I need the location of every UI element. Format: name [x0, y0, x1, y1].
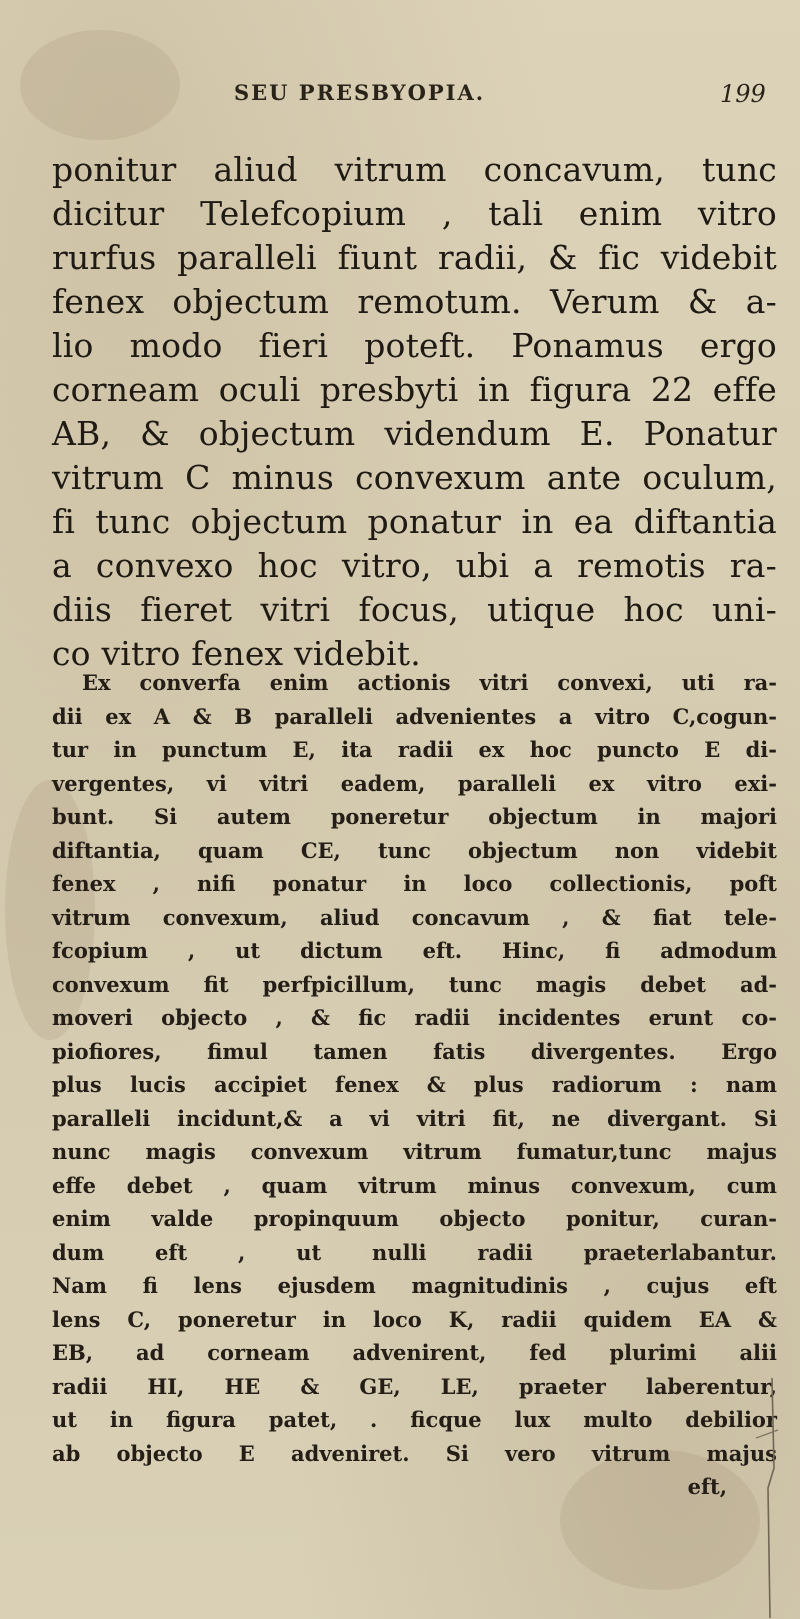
- text-line: vitrum C minus convexum ante oculum,: [52, 458, 777, 497]
- note-line: ab objecto E adveniret. Si vero vitrum majus: [52, 1440, 777, 1466]
- note-line: moveri objecto , & fic radii incidentes erunt co-: [52, 1005, 777, 1030]
- note-line: dii ex A & B paralleli advenientes a vitro C,cogun-: [52, 703, 777, 729]
- note-line: vergentes, vi vitri eadem, paralleli ex vitro exi-: [52, 770, 777, 796]
- text-line: AB, & objectum videndum E. Ponatur: [52, 414, 777, 453]
- note-line: fenex , nifi ponatur in loco collectionis, poft: [52, 871, 777, 896]
- text-line: diis fieret vitri focus, utique hoc uni-: [52, 590, 777, 629]
- note-line: Nam fi lens ejusdem magnitudinis , cujus eft: [52, 1273, 777, 1298]
- text-line: a convexo hoc vitro, ubi a remotis ra-: [52, 546, 777, 585]
- catchword: eft,: [687, 1474, 727, 1499]
- note-line: Ex converfa enim actionis vitri convexi, uti ra-: [82, 670, 777, 695]
- text-line: lio modo fieri poteft. Ponamus ergo: [52, 326, 777, 365]
- note-line: bunt. Si autem poneretur objectum in majori: [52, 804, 777, 829]
- note-line: effe debet , quam vitrum minus convexum, cum: [52, 1172, 777, 1198]
- page-number: 199: [720, 80, 766, 108]
- note-line: paralleli incidunt,& a vi vitri fit, ne divergant. Si: [52, 1105, 777, 1131]
- note-line: radii HI, HE & GE, LE, praeter laberentur,: [52, 1373, 777, 1399]
- note-line: lens C, poneretur in loco K, radii quidem EA &: [52, 1306, 777, 1332]
- text-line: dicitur Telefcopium , tali enim vitro: [52, 194, 777, 233]
- text-line: co vitro fenex videbit.: [52, 634, 421, 673]
- note-line: dum eft , ut nulli radii praeterlabantur.: [52, 1239, 777, 1265]
- text-line: ponitur aliud vitrum concavum, tunc: [52, 150, 777, 189]
- text-line: fenex objectum remotum. Verum & a-: [52, 282, 777, 321]
- note-line: vitrum convexum, aliud concavum , & fiat tele-: [52, 904, 777, 930]
- note-line: piofiores, fimul tamen fatis divergentes. Ergo: [52, 1038, 777, 1064]
- note-line: ut in figura patet, . ficque lux multo debilior: [52, 1407, 777, 1432]
- running-head: SEU PRESBYOPIA.: [234, 80, 486, 105]
- note-line: diftantia, quam CE, tunc objectum non videbit: [52, 837, 777, 863]
- note-line: plus lucis accipiet fenex & plus radiorum : nam: [52, 1072, 777, 1097]
- margin-pencil-marks: [742, 1378, 782, 1618]
- note-paragraph: [52, 666, 777, 1504]
- text-line: rurfus paralleli fiunt radii, & fic videbit: [52, 238, 777, 277]
- text-line: fi tunc objectum ponatur in ea diftantia: [52, 502, 777, 541]
- note-line: convexum fit perfpicillum, tunc magis debet ad-: [52, 971, 777, 997]
- note-line: tur in punctum E, ita radii ex hoc puncto E di-: [52, 737, 777, 762]
- page-header: [0, 0, 800, 140]
- note-line: fcopium , ut dictum eft. Hinc, fi admodum: [52, 938, 777, 963]
- text-line: corneam oculi presbyti in figura 22 effe: [52, 370, 777, 409]
- note-line: nunc magis convexum vitrum fumatur,tunc majus: [52, 1139, 777, 1164]
- note-line: EB, ad corneam advenirent, fed plurimi alii: [52, 1340, 777, 1365]
- note-line: enim valde propinquum objecto ponitur, curan-: [52, 1206, 777, 1231]
- main-paragraph: [52, 148, 777, 676]
